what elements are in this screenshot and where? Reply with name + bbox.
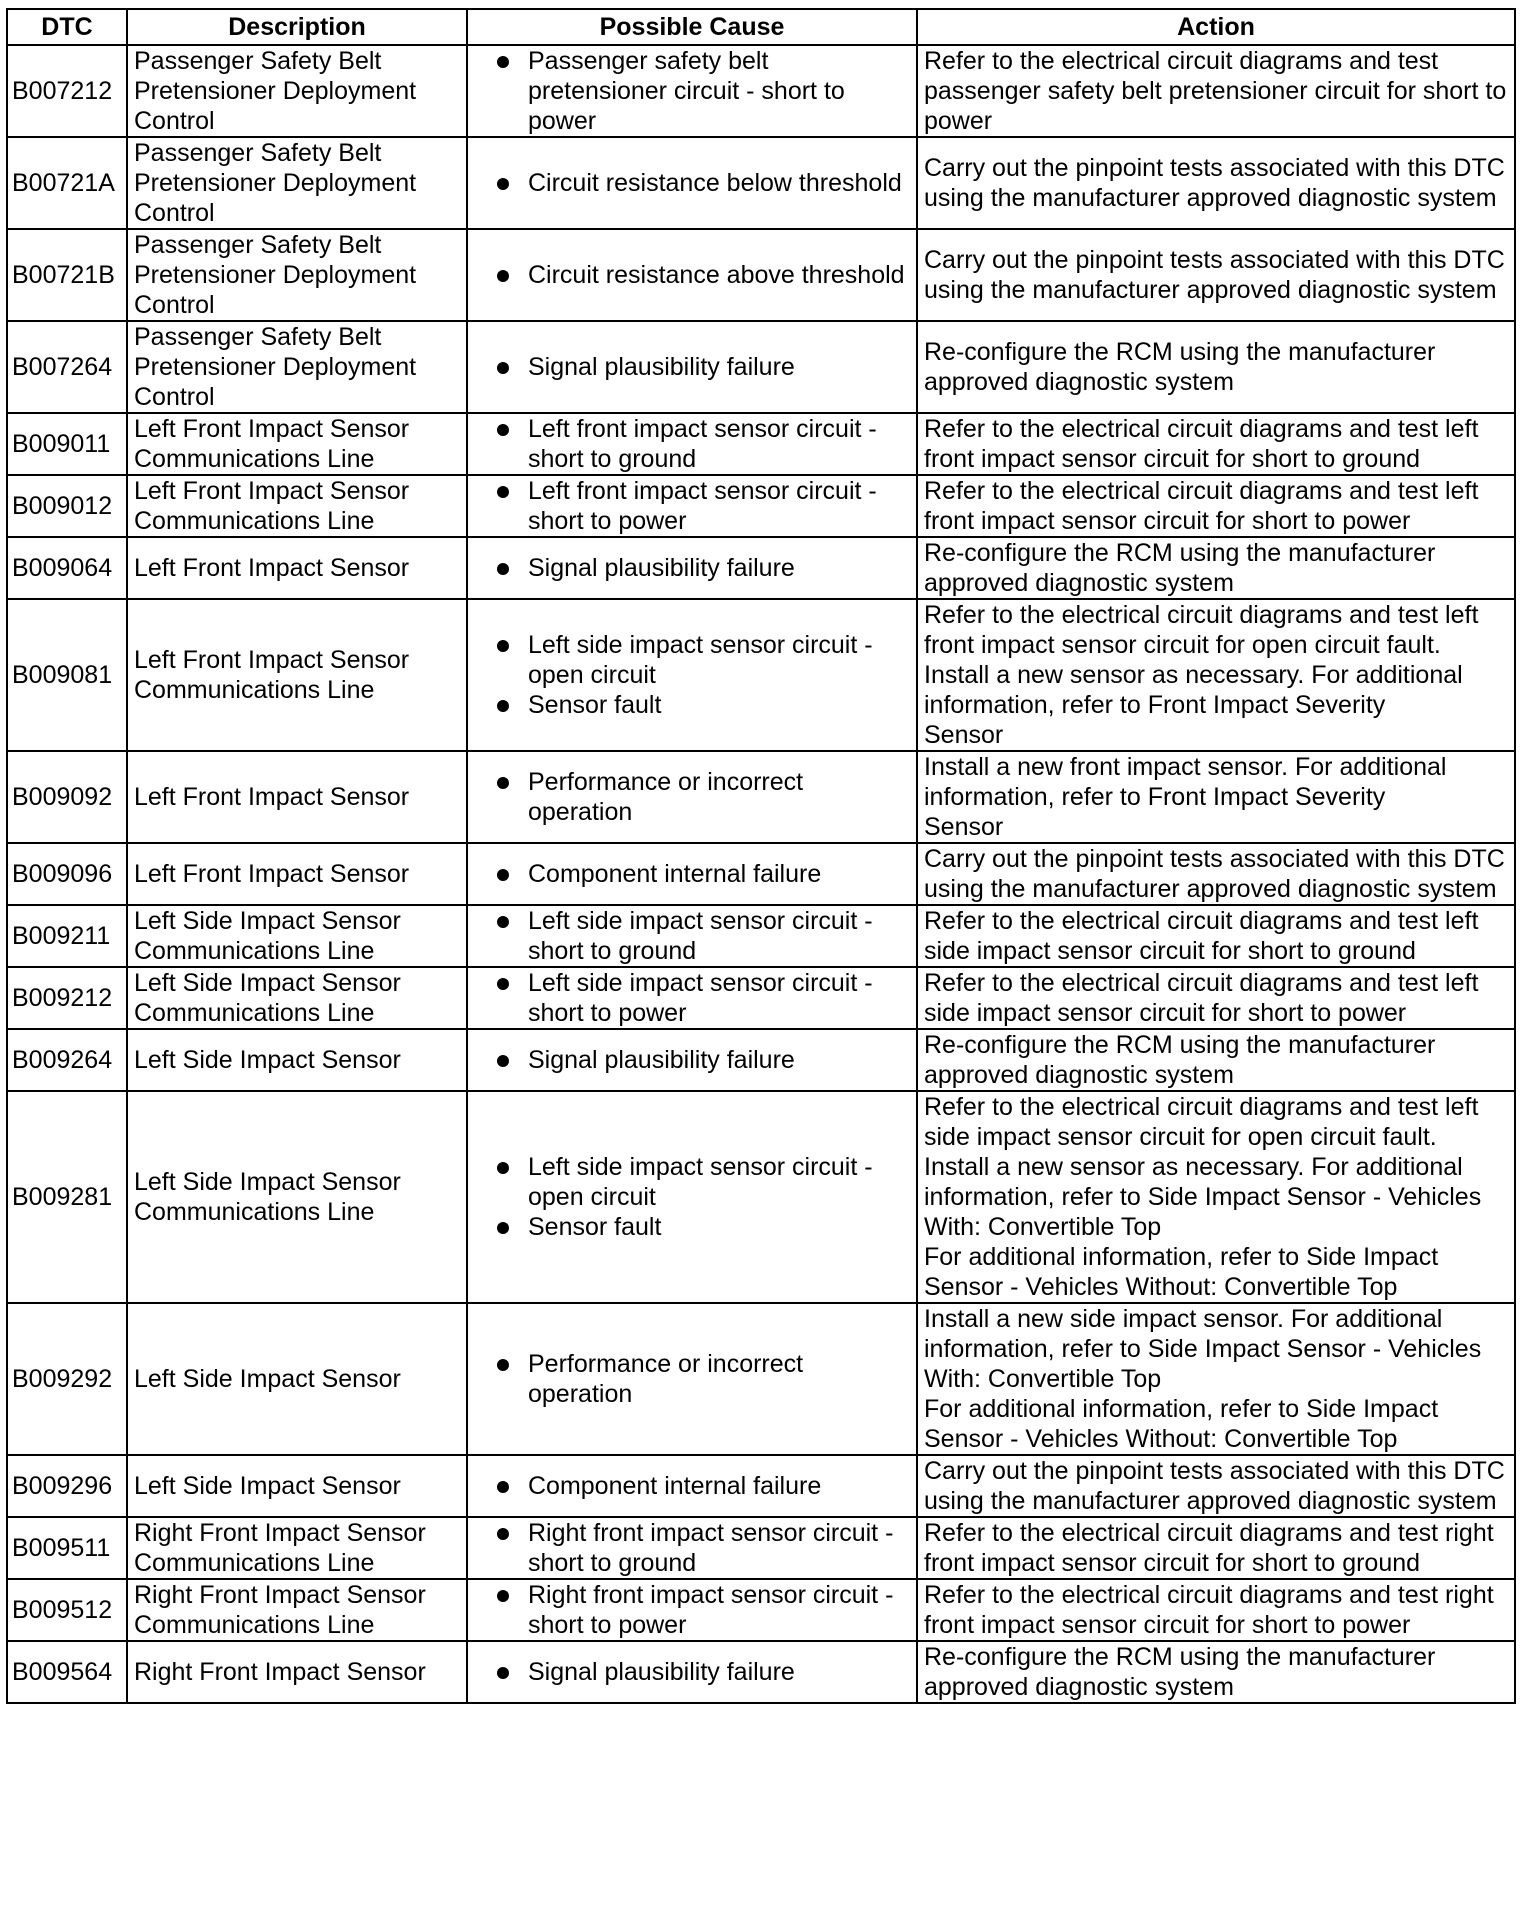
bullet-icon bbox=[497, 777, 509, 789]
action-text: Refer to the electrical circuit diagrams and test left side impact sensor circuit for short to power bbox=[917, 967, 1515, 1029]
possible-cause-item bbox=[528, 968, 910, 1028]
possible-cause-list bbox=[474, 859, 910, 889]
possible-cause-item bbox=[528, 1657, 910, 1687]
bullet-icon bbox=[497, 1222, 509, 1234]
action-text: Re-configure the RCM using the manufacturer approved diagnostic system bbox=[917, 1641, 1515, 1703]
action-text: Re-configure the RCM using the manufacturer approved diagnostic system bbox=[917, 1029, 1515, 1091]
table-row bbox=[7, 1091, 1515, 1303]
possible-cause-text: Left front impact sensor circuit - short to ground bbox=[528, 415, 877, 473]
header-description: Description bbox=[127, 9, 467, 45]
bullet-icon bbox=[497, 978, 509, 990]
action-text: Install a new side impact sensor. For additional information, refer to Side Impact Sensor - Vehicles With: Convertible Top For additional information, refer to Side Impact Sensor - Vehicles Without: Convertible Top bbox=[917, 1303, 1515, 1455]
possible-cause-list bbox=[474, 1152, 910, 1242]
bullet-icon bbox=[497, 916, 509, 928]
possible-cause-text: Passenger safety belt pretensioner circuit - short to power bbox=[528, 47, 845, 135]
possible-cause-item bbox=[528, 690, 910, 720]
possible-cause-text: Component internal failure bbox=[528, 860, 822, 888]
dtc-code: B007212 bbox=[7, 45, 127, 137]
dtc-description: Left Side Impact Sensor Communications Line bbox=[127, 1091, 467, 1303]
possible-cause-text: Right front impact sensor circuit - short to ground bbox=[528, 1519, 894, 1577]
action-text: Refer to the electrical circuit diagrams and test left front impact sensor circuit for short to ground bbox=[917, 413, 1515, 475]
possible-cause-item bbox=[528, 1471, 910, 1501]
possible-cause-item bbox=[528, 553, 910, 583]
possible-cause-cell bbox=[467, 475, 917, 537]
bullet-icon bbox=[497, 640, 509, 652]
header-dtc: DTC bbox=[7, 9, 127, 45]
dtc-code: B009281 bbox=[7, 1091, 127, 1303]
possible-cause-text: Signal plausibility failure bbox=[528, 554, 795, 582]
action-text: Carry out the pinpoint tests associated with this DTC using the manufacturer approved diagnostic system bbox=[917, 229, 1515, 321]
table-row bbox=[7, 843, 1515, 905]
possible-cause-item bbox=[528, 168, 910, 198]
possible-cause-cell bbox=[467, 1091, 917, 1303]
possible-cause-item bbox=[528, 1580, 910, 1640]
possible-cause-item bbox=[528, 414, 910, 474]
action-text: Refer to the electrical circuit diagrams and test left front impact sensor circuit for short to power bbox=[917, 475, 1515, 537]
action-text: Refer to the electrical circuit diagrams and test passenger safety belt pretensioner circuit for short to power bbox=[917, 45, 1515, 137]
possible-cause-list bbox=[474, 414, 910, 474]
table-row bbox=[7, 45, 1515, 137]
possible-cause-text: Performance or incorrect operation bbox=[528, 1350, 804, 1408]
dtc-description: Left Front Impact Sensor bbox=[127, 843, 467, 905]
possible-cause-cell bbox=[467, 413, 917, 475]
dtc-code: B009096 bbox=[7, 843, 127, 905]
possible-cause-cell bbox=[467, 967, 917, 1029]
action-text: Re-configure the RCM using the manufacturer approved diagnostic system bbox=[917, 321, 1515, 413]
possible-cause-cell bbox=[467, 905, 917, 967]
possible-cause-cell bbox=[467, 751, 917, 843]
bullet-icon bbox=[497, 700, 509, 712]
possible-cause-text: Signal plausibility failure bbox=[528, 1658, 795, 1686]
possible-cause-item bbox=[528, 906, 910, 966]
possible-cause-item bbox=[528, 352, 910, 382]
possible-cause-item bbox=[528, 1212, 910, 1242]
table-row bbox=[7, 321, 1515, 413]
possible-cause-item bbox=[528, 1045, 910, 1075]
possible-cause-text: Circuit resistance above threshold bbox=[528, 261, 905, 289]
possible-cause-text: Right front impact sensor circuit - short to power bbox=[528, 1581, 894, 1639]
possible-cause-cell bbox=[467, 321, 917, 413]
action-text: Install a new front impact sensor. For additional information, refer to Front Impact Severity Sensor bbox=[917, 751, 1515, 843]
table-row bbox=[7, 413, 1515, 475]
possible-cause-cell bbox=[467, 1029, 917, 1091]
possible-cause-cell bbox=[467, 843, 917, 905]
possible-cause-cell bbox=[467, 1303, 917, 1455]
possible-cause-text: Signal plausibility failure bbox=[528, 1046, 795, 1074]
possible-cause-list bbox=[474, 168, 910, 198]
table-row bbox=[7, 905, 1515, 967]
possible-cause-list bbox=[474, 46, 910, 136]
possible-cause-text: Sensor fault bbox=[528, 1213, 662, 1241]
possible-cause-item bbox=[528, 767, 910, 827]
dtc-code: B00721B bbox=[7, 229, 127, 321]
possible-cause-cell bbox=[467, 137, 917, 229]
possible-cause-item bbox=[528, 1152, 910, 1212]
bullet-icon bbox=[497, 270, 509, 282]
dtc-description: Left Side Impact Sensor bbox=[127, 1303, 467, 1455]
bullet-icon bbox=[497, 1162, 509, 1174]
possible-cause-list bbox=[474, 1518, 910, 1578]
bullet-icon bbox=[497, 56, 509, 68]
action-text: Refer to the electrical circuit diagrams and test left side impact sensor circuit for open circuit fault. Install a new sensor as necessary. For additional information, refer to Side Impact Sensor - Vehicles With: Convertible Top For additional information, refer to Side Impact Sensor - Vehicles Without: Convertible Top bbox=[917, 1091, 1515, 1303]
dtc-code: B009264 bbox=[7, 1029, 127, 1091]
dtc-code: B009296 bbox=[7, 1455, 127, 1517]
bullet-icon bbox=[497, 869, 509, 881]
dtc-description: Left Front Impact Sensor bbox=[127, 751, 467, 843]
possible-cause-item bbox=[528, 46, 910, 136]
bullet-icon bbox=[497, 1590, 509, 1602]
dtc-code: B009564 bbox=[7, 1641, 127, 1703]
table-row bbox=[7, 599, 1515, 751]
table-row bbox=[7, 229, 1515, 321]
table-row bbox=[7, 137, 1515, 229]
bullet-icon bbox=[497, 178, 509, 190]
possible-cause-item bbox=[528, 1518, 910, 1578]
bullet-icon bbox=[497, 1055, 509, 1067]
table-header bbox=[7, 9, 1515, 45]
header-row bbox=[7, 9, 1515, 45]
possible-cause-list bbox=[474, 352, 910, 382]
action-text: Carry out the pinpoint tests associated with this DTC using the manufacturer approved diagnostic system bbox=[917, 843, 1515, 905]
possible-cause-cell bbox=[467, 1579, 917, 1641]
possible-cause-text: Circuit resistance below threshold bbox=[528, 169, 902, 197]
possible-cause-list bbox=[474, 1657, 910, 1687]
bullet-icon bbox=[497, 362, 509, 374]
action-text: Refer to the electrical circuit diagrams and test right front impact sensor circuit for short to power bbox=[917, 1579, 1515, 1641]
possible-cause-list bbox=[474, 767, 910, 827]
dtc-code: B009512 bbox=[7, 1579, 127, 1641]
possible-cause-cell bbox=[467, 1517, 917, 1579]
bullet-icon bbox=[497, 1481, 509, 1493]
table-row bbox=[7, 1303, 1515, 1455]
dtc-code: B009092 bbox=[7, 751, 127, 843]
dtc-description: Passenger Safety Belt Pretensioner Deployment Control bbox=[127, 321, 467, 413]
table-row bbox=[7, 537, 1515, 599]
table-row bbox=[7, 1029, 1515, 1091]
dtc-code: B00721A bbox=[7, 137, 127, 229]
possible-cause-text: Left side impact sensor circuit - open circuit bbox=[528, 631, 873, 689]
action-text: Refer to the electrical circuit diagrams and test right front impact sensor circuit for short to ground bbox=[917, 1517, 1515, 1579]
dtc-description: Right Front Impact Sensor bbox=[127, 1641, 467, 1703]
possible-cause-list bbox=[474, 553, 910, 583]
possible-cause-text: Component internal failure bbox=[528, 1472, 822, 1500]
dtc-description: Left Side Impact Sensor Communications Line bbox=[127, 905, 467, 967]
table-row bbox=[7, 1579, 1515, 1641]
bullet-icon bbox=[497, 1528, 509, 1540]
possible-cause-list bbox=[474, 630, 910, 720]
dtc-description: Right Front Impact Sensor Communications Line bbox=[127, 1517, 467, 1579]
possible-cause-item bbox=[528, 630, 910, 690]
table-row bbox=[7, 1517, 1515, 1579]
dtc-table bbox=[6, 8, 1516, 1704]
possible-cause-item bbox=[528, 859, 910, 889]
dtc-code: B009064 bbox=[7, 537, 127, 599]
dtc-description: Passenger Safety Belt Pretensioner Deployment Control bbox=[127, 45, 467, 137]
action-text: Carry out the pinpoint tests associated with this DTC using the manufacturer approved diagnostic system bbox=[917, 137, 1515, 229]
bullet-icon bbox=[497, 1359, 509, 1371]
possible-cause-list bbox=[474, 1349, 910, 1409]
possible-cause-list bbox=[474, 1580, 910, 1640]
dtc-description: Left Front Impact Sensor Communications Line bbox=[127, 475, 467, 537]
dtc-code: B007264 bbox=[7, 321, 127, 413]
dtc-description: Passenger Safety Belt Pretensioner Deployment Control bbox=[127, 137, 467, 229]
dtc-code: B009011 bbox=[7, 413, 127, 475]
possible-cause-item bbox=[528, 260, 910, 290]
dtc-code: B009212 bbox=[7, 967, 127, 1029]
action-text: Carry out the pinpoint tests associated with this DTC using the manufacturer approved diagnostic system bbox=[917, 1455, 1515, 1517]
possible-cause-cell bbox=[467, 537, 917, 599]
dtc-code: B009012 bbox=[7, 475, 127, 537]
possible-cause-list bbox=[474, 968, 910, 1028]
dtc-description: Left Side Impact Sensor Communications Line bbox=[127, 967, 467, 1029]
action-text: Re-configure the RCM using the manufacturer approved diagnostic system bbox=[917, 537, 1515, 599]
possible-cause-list bbox=[474, 1045, 910, 1075]
possible-cause-text: Left front impact sensor circuit - short to power bbox=[528, 477, 877, 535]
table-row bbox=[7, 1455, 1515, 1517]
dtc-description: Left Front Impact Sensor Communications Line bbox=[127, 413, 467, 475]
possible-cause-item bbox=[528, 476, 910, 536]
table-row bbox=[7, 475, 1515, 537]
possible-cause-cell bbox=[467, 1455, 917, 1517]
possible-cause-cell bbox=[467, 599, 917, 751]
table-row bbox=[7, 1641, 1515, 1703]
header-action: Action bbox=[917, 9, 1515, 45]
possible-cause-cell bbox=[467, 1641, 917, 1703]
possible-cause-text: Sensor fault bbox=[528, 691, 662, 719]
table-row bbox=[7, 967, 1515, 1029]
possible-cause-text: Signal plausibility failure bbox=[528, 353, 795, 381]
possible-cause-item bbox=[528, 1349, 910, 1409]
bullet-icon bbox=[497, 424, 509, 436]
possible-cause-list bbox=[474, 906, 910, 966]
bullet-icon bbox=[497, 563, 509, 575]
possible-cause-text: Left side impact sensor circuit - open circuit bbox=[528, 1153, 873, 1211]
possible-cause-list bbox=[474, 476, 910, 536]
dtc-code: B009292 bbox=[7, 1303, 127, 1455]
document-page bbox=[6, 8, 1514, 1704]
dtc-description: Left Front Impact Sensor Communications Line bbox=[127, 599, 467, 751]
dtc-code: B009511 bbox=[7, 1517, 127, 1579]
possible-cause-text: Left side impact sensor circuit - short to ground bbox=[528, 907, 873, 965]
dtc-description: Left Front Impact Sensor bbox=[127, 537, 467, 599]
table-row bbox=[7, 751, 1515, 843]
action-text: Refer to the electrical circuit diagrams and test left side impact sensor circuit for short to ground bbox=[917, 905, 1515, 967]
dtc-description: Left Side Impact Sensor bbox=[127, 1029, 467, 1091]
possible-cause-text: Performance or incorrect operation bbox=[528, 768, 804, 826]
dtc-code: B009081 bbox=[7, 599, 127, 751]
dtc-description: Passenger Safety Belt Pretensioner Deployment Control bbox=[127, 229, 467, 321]
possible-cause-list bbox=[474, 260, 910, 290]
action-text: Refer to the electrical circuit diagrams and test left front impact sensor circuit for open circuit fault. Install a new sensor as necessary. For additional information, refer to Front Impact Severity Sensor bbox=[917, 599, 1515, 751]
header-possible-cause: Possible Cause bbox=[467, 9, 917, 45]
bullet-icon bbox=[497, 1667, 509, 1679]
dtc-code: B009211 bbox=[7, 905, 127, 967]
possible-cause-text: Left side impact sensor circuit - short to power bbox=[528, 969, 873, 1027]
possible-cause-cell bbox=[467, 229, 917, 321]
possible-cause-list bbox=[474, 1471, 910, 1501]
table-body bbox=[7, 45, 1515, 1703]
dtc-description: Right Front Impact Sensor Communications Line bbox=[127, 1579, 467, 1641]
dtc-description: Left Side Impact Sensor bbox=[127, 1455, 467, 1517]
bullet-icon bbox=[497, 486, 509, 498]
possible-cause-cell bbox=[467, 45, 917, 137]
